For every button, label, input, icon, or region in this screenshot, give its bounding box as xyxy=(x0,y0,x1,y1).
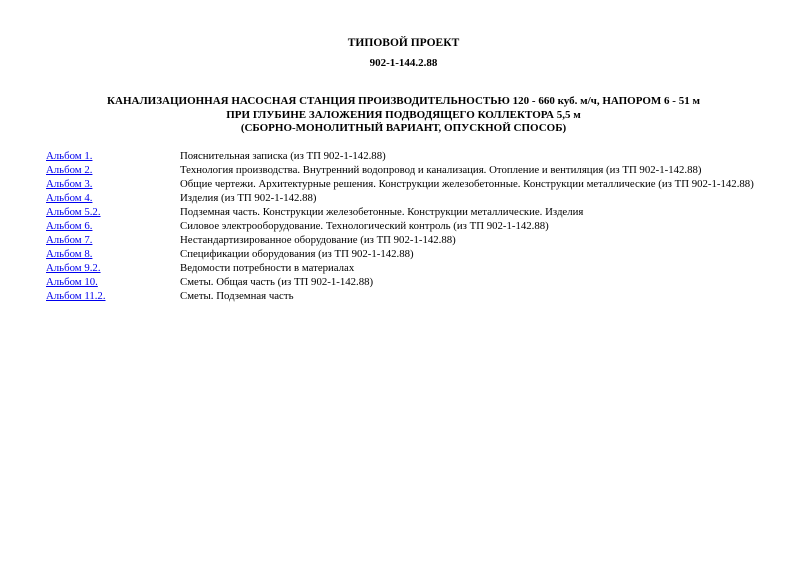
project-heading xyxy=(0,95,807,136)
album-row xyxy=(46,289,762,303)
album-description: Технология производства. Внутренний водопровод и канализация. Отопление и вентиляция (из ТП 902-1-142.88) xyxy=(180,164,702,176)
album-description: Сметы. Общая часть (из ТП 902-1-142.88) xyxy=(180,276,374,288)
album-row xyxy=(46,149,762,163)
album-row xyxy=(46,177,762,191)
album-row xyxy=(46,191,762,205)
album-link-6[interactable]: Альбом 6. xyxy=(46,220,93,232)
album-description: Подземная часть. Конструкции железобетонные. Конструкции металлические. Изделия xyxy=(180,206,584,218)
album-description: Изделия (из ТП 902-1-142.88) xyxy=(180,192,317,204)
album-link-5-2[interactable]: Альбом 5.2. xyxy=(46,206,101,218)
album-link-2[interactable]: Альбом 2. xyxy=(46,164,93,176)
album-row xyxy=(46,261,762,275)
album-description: Ведомости потребности в материалах xyxy=(180,262,355,274)
album-description: Силовое электрооборудование. Технологический контроль (из ТП 902-1-142.88) xyxy=(180,220,549,232)
album-description: Общие чертежи. Архитектурные решения. Конструкции железобетонные. Конструкции металлические (из ТП 902-1-142.88) xyxy=(180,178,754,190)
document-type-title: ТИПОВОЙ ПРОЕКТ xyxy=(347,37,460,49)
album-row xyxy=(46,233,762,247)
album-description: Нестандартизированное оборудование (из ТП 902-1-142.88) xyxy=(180,234,456,246)
album-link-11-2[interactable]: Альбом 11.2. xyxy=(46,290,106,302)
album-link-7[interactable]: Альбом 7. xyxy=(46,234,93,246)
album-link-10[interactable]: Альбом 10. xyxy=(46,276,98,288)
project-code: 902-1-144.2.88 xyxy=(369,57,438,69)
heading-line-3: (СБОРНО-МОНОЛИТНЫЙ ВАРИАНТ, ОПУСКНОЙ СПОСОБ) xyxy=(240,122,567,134)
album-link-9-2[interactable]: Альбом 9.2. xyxy=(46,262,101,274)
album-description: Сметы. Подземная часть xyxy=(180,290,294,302)
album-description: Спецификации оборудования (из ТП 902-1-142.88) xyxy=(180,248,414,260)
album-description: Пояснительная записка (из ТП 902-1-142.88) xyxy=(180,150,386,162)
album-row xyxy=(46,219,762,233)
album-list xyxy=(46,149,762,303)
album-row xyxy=(46,275,762,289)
album-row xyxy=(46,205,762,219)
album-link-3[interactable]: Альбом 3. xyxy=(46,178,93,190)
heading-line-1: КАНАЛИЗАЦИОННАЯ НАСОСНАЯ СТАНЦИЯ ПРОИЗВОДИТЕЛЬНОСТЬЮ 120 - 660 куб. м/ч, НАПОРОМ 6 - 51 м xyxy=(107,95,700,107)
album-row xyxy=(46,163,762,177)
album-link-1[interactable]: Альбом 1. xyxy=(46,150,93,162)
album-link-8[interactable]: Альбом 8. xyxy=(46,248,93,260)
album-row xyxy=(46,247,762,261)
album-link-4[interactable]: Альбом 4. xyxy=(46,192,93,204)
heading-line-2: ПРИ ГЛУБИНЕ ЗАЛОЖЕНИЯ ПОДВОДЯЩЕГО КОЛЛЕКТОРА 5,5 м xyxy=(226,108,581,121)
